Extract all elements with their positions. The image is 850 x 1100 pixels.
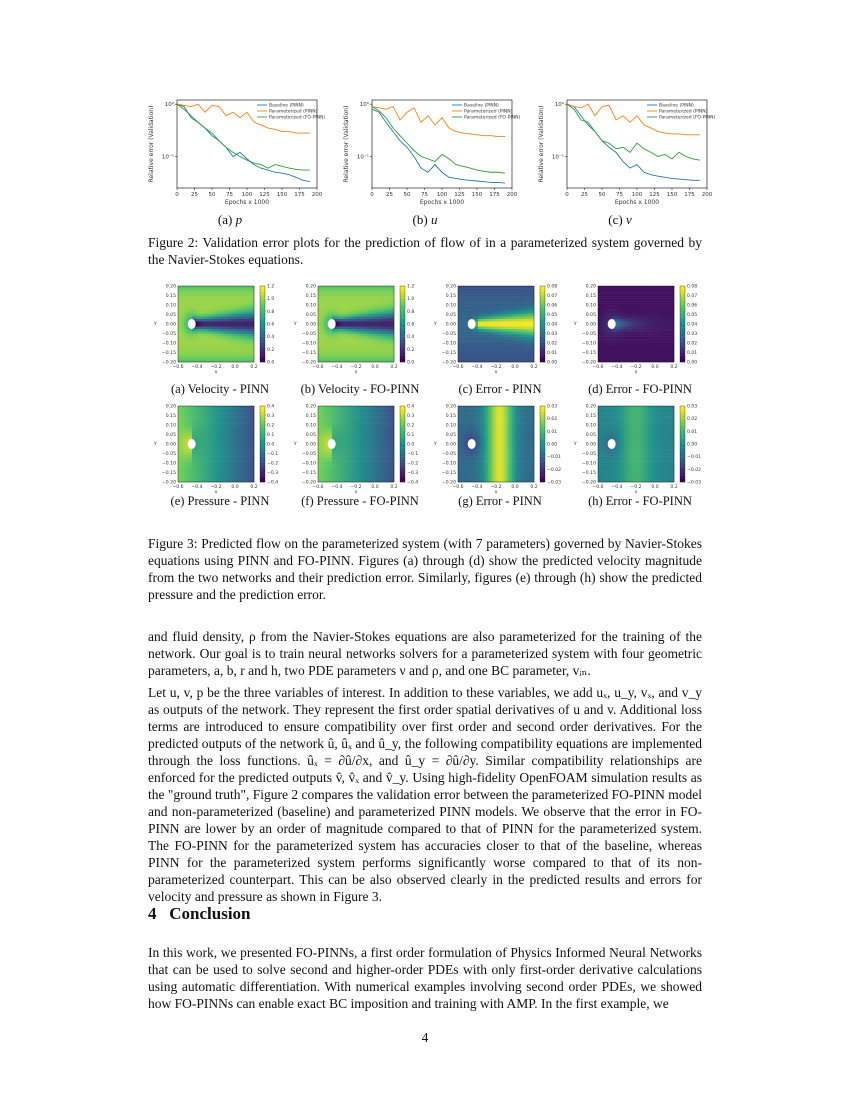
colorbar-tick-label: 0.03	[687, 332, 698, 337]
x-axis-label: x	[494, 370, 498, 375]
x-tick-label: 175	[684, 192, 695, 198]
colorbar-tick-label: 0.06	[687, 303, 698, 309]
y-axis-label: y	[294, 321, 297, 326]
x-axis-label: x	[354, 490, 358, 495]
y-tick-label: 0.00	[585, 322, 596, 328]
colorbar-tick-label: 1.0	[407, 297, 415, 303]
heatmap-error-velocity-pinn	[430, 278, 570, 388]
colorbar-tick-label: −0.02	[687, 467, 702, 473]
x-tick-label: 50	[598, 192, 606, 198]
y-tick-label: −0.10	[161, 341, 176, 347]
y-tick-label: 0.15	[165, 294, 176, 299]
y-tick-label: 0.05	[165, 313, 176, 318]
x-tick-label: 175	[294, 192, 305, 198]
y-tick-label: 0.10	[445, 423, 456, 429]
colorbar-tick-label: −0.2	[267, 461, 279, 467]
legend-entry: Baseline (PINN)	[464, 103, 499, 109]
x-tick-label: 0.0	[371, 485, 379, 490]
colorbar-tick-label: 0.6	[267, 322, 275, 328]
colorbar-tick-label: 0.2	[267, 347, 275, 353]
y-tick-label: 0.10	[165, 423, 176, 429]
colorbar-tick-label: 0.08	[547, 284, 558, 290]
colorbar-tick-label: −0.3	[267, 471, 279, 476]
colorbar-tick-label: 0.4	[407, 404, 415, 410]
y-tick-label: −0.05	[301, 452, 316, 457]
x-tick-label: 0	[565, 192, 569, 198]
colorbar-tick-label: 0.07	[687, 294, 698, 299]
y-tick-label: 0.15	[305, 294, 316, 299]
x-tick-label: 0.0	[231, 485, 239, 490]
colorbar-tick-label: 0.1	[407, 433, 415, 438]
y-tick-label: 0.00	[445, 322, 456, 328]
colorbar-tick-label: 0.4	[267, 335, 275, 341]
cylinder-obstacle	[188, 439, 196, 449]
subcaption-velocity-pinn: (a) Velocity - PINN	[170, 382, 269, 396]
y-axis-label: y	[154, 441, 157, 446]
y-tick-label: −0.20	[441, 360, 456, 366]
colorbar-tick-label: 0.02	[687, 341, 698, 347]
y-tick-label: −0.15	[301, 471, 316, 476]
colorbar-tick-label: −0.02	[547, 467, 562, 473]
x-tick-label: 0.0	[231, 365, 239, 370]
y-tick-label: 10⁰	[554, 102, 564, 109]
x-tick-label: −0.4	[471, 485, 483, 490]
x-tick-label: −0.6	[172, 365, 184, 370]
colorbar-tick-label: 0.05	[687, 313, 698, 318]
y-tick-label: 0.05	[585, 433, 596, 438]
x-axis-label: x	[634, 370, 638, 375]
y-tick-label: −0.05	[581, 452, 596, 457]
colorbar-tick-label: 1.2	[267, 284, 275, 290]
y-tick-label: 10⁻¹	[551, 154, 564, 161]
x-tick-label: 200	[701, 192, 713, 198]
y-tick-label: 0.05	[305, 313, 316, 318]
y-tick-label: −0.15	[581, 351, 596, 356]
x-tick-label: −0.4	[191, 365, 203, 370]
y-tick-label: 10⁰	[164, 102, 174, 109]
colorbar-tick-label: −0.2	[407, 461, 419, 467]
x-tick-label: 75	[226, 192, 233, 198]
x-tick-label: 200	[506, 192, 518, 198]
colorbar-tick-label: 0.02	[687, 417, 698, 423]
colorbar-tick-label: −0.03	[547, 480, 562, 486]
y-tick-label: 0.15	[585, 414, 596, 419]
y-tick-label: 0.00	[445, 442, 456, 448]
x-tick-label: 0.2	[250, 485, 258, 490]
y-tick-label: −0.10	[581, 341, 596, 347]
colorbar-tick-label: 0.2	[407, 423, 415, 429]
figure-2	[135, 88, 715, 228]
x-tick-label: 100	[436, 192, 448, 198]
x-tick-label: −0.6	[592, 485, 604, 490]
x-tick-label: −0.6	[172, 485, 184, 490]
y-tick-label: 0.05	[445, 313, 456, 318]
subcaption-pressure-pinn: (e) Pressure - PINN	[170, 494, 270, 508]
heatmap-error-velocity-fo-pinn	[570, 278, 710, 388]
colorbar-tick-label: 0.6	[407, 322, 415, 328]
y-tick-label: 0.00	[305, 322, 316, 328]
paragraph-1: and fluid density, ρ from the Navier-Stokes equations are also parameterized for the training of the network. Our goal is to train neural networks solvers for a parameterized system with four geometric parameters, a, b, r and h, two PDE parameters ν and ρ, and one BC parameter, vᵢₙ.	[148, 629, 702, 678]
colorbar-tick-label: 1.0	[267, 297, 275, 303]
x-tick-label: 0.2	[670, 485, 678, 490]
x-tick-label: 50	[208, 192, 216, 198]
y-tick-label: 0.05	[445, 433, 456, 438]
x-axis-label: Epochs x 1000	[224, 199, 270, 206]
x-tick-label: −0.6	[452, 485, 464, 490]
y-tick-label: −0.20	[301, 480, 316, 486]
legend-entry: Parameterized (PINN)	[659, 109, 708, 115]
x-tick-label: 125	[259, 192, 270, 198]
x-axis-label: x	[214, 370, 218, 375]
y-tick-label: −0.05	[441, 452, 456, 457]
colorbar-tick-label: −0.1	[267, 452, 279, 457]
subcaption-velocity-fo-pinn: (b) Velocity - FO-PINN	[300, 382, 420, 396]
x-tick-label: 25	[386, 192, 393, 198]
legend-entry: Parameterized (FO-PINN)	[659, 115, 715, 121]
y-tick-label: 0.20	[445, 404, 456, 410]
x-tick-label: −0.4	[611, 365, 623, 370]
y-axis-label: y	[434, 321, 437, 326]
colorbar-tick-label: −0.01	[547, 455, 562, 461]
x-tick-label: 25	[191, 192, 198, 198]
heatmap-error-pressure-pinn	[430, 398, 570, 508]
y-tick-label: 0.20	[305, 284, 316, 290]
colorbar-tick-label: 0.0	[267, 442, 275, 448]
y-tick-label: −0.05	[161, 452, 176, 457]
subcaption-c: (c) v	[608, 212, 632, 227]
cylinder-obstacle	[188, 319, 196, 329]
x-tick-label: 50	[403, 192, 411, 198]
colorbar-tick-label: 0.00	[547, 442, 558, 448]
x-tick-label: −0.2	[490, 485, 502, 490]
colorbar-tick-label: 0.01	[547, 429, 558, 435]
y-tick-label: −0.10	[441, 461, 456, 467]
y-tick-label: 0.10	[585, 423, 596, 429]
x-tick-label: −0.2	[630, 485, 642, 490]
x-axis-label: x	[214, 490, 218, 495]
y-tick-label: 0.00	[305, 442, 316, 448]
y-tick-label: 0.15	[585, 294, 596, 299]
y-axis-label: y	[574, 441, 577, 446]
y-tick-label: 0.20	[165, 404, 176, 410]
y-tick-label: −0.10	[301, 341, 316, 347]
y-tick-label: 0.10	[305, 303, 316, 309]
subcaption-b: (b) u	[412, 212, 438, 227]
x-tick-label: 100	[631, 192, 643, 198]
colorbar-tick-label: 0.1	[267, 433, 275, 438]
x-tick-label: −0.6	[312, 365, 324, 370]
x-tick-label: 75	[421, 192, 428, 198]
colorbar-tick-label: −0.3	[407, 471, 419, 476]
y-tick-label: −0.20	[441, 480, 456, 486]
colorbar-tick-label: 0.01	[547, 351, 558, 356]
x-tick-label: 150	[471, 192, 483, 198]
colorbar-tick-label: 0.0	[407, 360, 415, 366]
x-tick-label: 0.2	[390, 485, 398, 490]
colorbar-tick-label: 1.2	[407, 284, 415, 290]
y-tick-label: 0.05	[585, 313, 596, 318]
colorbar-tick-label: 0.00	[687, 442, 698, 448]
x-tick-label: 0.2	[250, 365, 258, 370]
heatmap-error-pressure-fo-pinn	[570, 398, 710, 508]
heatmap-pressure-fo-pinn	[290, 398, 430, 508]
colorbar-tick-label: 0.01	[687, 429, 698, 435]
y-tick-label: 0.20	[585, 404, 596, 410]
y-tick-label: −0.05	[301, 332, 316, 337]
x-tick-label: −0.2	[210, 485, 222, 490]
legend-entry: Parameterized (FO-PINN)	[269, 115, 325, 121]
cylinder-obstacle	[328, 439, 336, 449]
subcaption-error-p-pinn: (g) Error - PINN	[458, 494, 542, 508]
y-tick-label: 0.20	[165, 284, 176, 290]
colorbar-tick-label: 0.04	[687, 322, 698, 328]
x-tick-label: 0.2	[670, 365, 678, 370]
colorbar-tick-label: 0.3	[407, 414, 415, 419]
colorbar-tick-label: 0.0	[267, 360, 275, 366]
y-axis-label: y	[294, 441, 297, 446]
x-axis-label: Epochs x 1000	[419, 199, 465, 206]
y-tick-label: −0.15	[581, 471, 596, 476]
y-tick-label: 0.10	[305, 423, 316, 429]
colorbar-tick-label: −0.03	[687, 480, 702, 486]
colorbar-tick-label: −0.4	[267, 480, 279, 486]
colorbar-tick-label: 0.04	[547, 322, 558, 328]
cylinder-obstacle	[468, 439, 476, 449]
colorbar-tick-label: 0.8	[407, 309, 415, 315]
colorbar-tick-label: 0.07	[547, 294, 558, 299]
y-tick-label: −0.20	[301, 360, 316, 366]
x-tick-label: −0.4	[471, 365, 483, 370]
validation-plot-p	[135, 88, 325, 210]
subcaption-pressure-fo-pinn: (f) Pressure - FO-PINN	[301, 494, 419, 508]
y-axis-label: Relative error (Validation)	[148, 105, 155, 183]
colorbar-tick-label: 0.02	[547, 417, 558, 423]
x-tick-label: 0.0	[651, 485, 659, 490]
y-tick-label: −0.15	[161, 351, 176, 356]
x-axis-label: x	[494, 490, 498, 495]
x-tick-label: 0	[175, 192, 179, 198]
legend-entry: Baseline (PINN)	[269, 103, 304, 109]
y-tick-label: −0.05	[161, 332, 176, 337]
y-axis-label: Relative error (Validation)	[538, 105, 545, 183]
x-tick-label: 0.2	[530, 485, 538, 490]
x-tick-label: −0.2	[350, 485, 362, 490]
x-tick-label: 125	[649, 192, 660, 198]
x-tick-label: 0.0	[511, 365, 519, 370]
colorbar-tick-label: 0.00	[547, 360, 558, 366]
colorbar-tick-label: 0.2	[267, 423, 275, 429]
colorbar-tick-label: 0.3	[267, 414, 275, 419]
y-axis-label: y	[154, 321, 157, 326]
colorbar-tick-label: 0.05	[547, 313, 558, 318]
subcaption-a: (a) p	[217, 212, 243, 227]
figure-2-caption: Figure 2: Validation error plots for the prediction of flow of in a parameterized system governed by the Navier-Stokes equations.	[148, 235, 702, 267]
x-tick-label: −0.4	[191, 485, 203, 490]
y-tick-label: 0.05	[305, 433, 316, 438]
colorbar-tick-label: 0.03	[547, 404, 558, 410]
x-tick-label: 125	[454, 192, 465, 198]
y-tick-label: 0.15	[445, 414, 456, 419]
x-tick-label: 25	[581, 192, 588, 198]
figure-3-caption: Figure 3: Predicted flow on the parameterized system (with 7 parameters) governed by Navier-Stokes equations using PINN and FO-PINN. Figures (a) through (d) show the predicted velocity magnitude from the two networks and their prediction error. Similarly, figures (e) through (h) show the predicted pressure and the prediction error.	[148, 536, 702, 602]
x-tick-label: 0.0	[651, 365, 659, 370]
y-tick-label: −0.20	[581, 480, 596, 486]
legend-entry: Parameterized (PINN)	[269, 109, 318, 115]
y-tick-label: −0.20	[161, 360, 176, 366]
cylinder-obstacle	[468, 319, 476, 329]
colorbar-tick-label: 0.03	[687, 404, 698, 410]
x-tick-label: 0	[370, 192, 374, 198]
x-tick-label: −0.4	[331, 485, 343, 490]
heatmap-velocity-fo-pinn	[290, 278, 430, 388]
y-tick-label: −0.05	[581, 332, 596, 337]
validation-plot-u	[330, 88, 520, 210]
colorbar-tick-label: 0.08	[687, 284, 698, 290]
x-tick-label: −0.2	[350, 365, 362, 370]
colorbar-tick-label: −0.1	[407, 452, 419, 457]
colorbar-tick-label: −0.4	[407, 480, 419, 486]
subcaption-error-pinn: (c) Error - PINN	[458, 382, 542, 396]
x-axis-label: x	[354, 370, 358, 375]
y-tick-label: −0.05	[441, 332, 456, 337]
x-tick-label: −0.6	[592, 365, 604, 370]
colorbar-tick-label: −0.01	[687, 455, 702, 461]
x-tick-label: 0.0	[511, 485, 519, 490]
y-tick-label: 0.15	[165, 414, 176, 419]
y-tick-label: 0.15	[445, 294, 456, 299]
x-tick-label: −0.2	[490, 365, 502, 370]
colorbar-tick-label: 0.01	[687, 351, 698, 356]
cylinder-obstacle	[608, 319, 616, 329]
y-tick-label: 0.20	[445, 284, 456, 290]
subcaption-error-fo-pinn: (d) Error - FO-PINN	[588, 382, 692, 396]
y-tick-label: −0.20	[581, 360, 596, 366]
y-tick-label: −0.15	[161, 471, 176, 476]
y-tick-label: 0.20	[305, 404, 316, 410]
y-tick-label: 10⁰	[359, 102, 369, 109]
y-tick-label: 0.05	[165, 433, 176, 438]
x-tick-label: −0.6	[312, 485, 324, 490]
colorbar-tick-label: 0.4	[267, 404, 275, 410]
x-tick-label: −0.4	[331, 365, 343, 370]
paragraph-3: In this work, we presented FO-PINNs, a first order formulation of Physics Informed Neural Networks that can be used to solve second and higher-order PDEs with only first-order derivative calculations using automatic differentiation. With numerical examples involving second order PDEs, we showed how FO-PINNs can enable exact BC imposition and training with AMP. In the first example, we	[148, 945, 702, 1011]
legend-entry: Parameterized (FO-PINN)	[464, 115, 520, 121]
y-tick-label: 0.20	[585, 284, 596, 290]
x-tick-label: 0.2	[530, 365, 538, 370]
x-tick-label: −0.6	[452, 365, 464, 370]
x-tick-label: 150	[666, 192, 678, 198]
y-tick-label: 0.10	[445, 303, 456, 309]
y-tick-label: 0.15	[305, 414, 316, 419]
y-tick-label: −0.20	[161, 480, 176, 486]
cylinder-obstacle	[328, 319, 336, 329]
y-tick-label: −0.15	[441, 351, 456, 356]
subcaption-error-p-fo-pinn: (h) Error - FO-PINN	[588, 494, 692, 508]
x-tick-label: 100	[241, 192, 253, 198]
y-tick-label: 10⁻¹	[356, 154, 369, 161]
heatmap-pressure-pinn	[150, 398, 290, 508]
colorbar-tick-label: 0.00	[687, 360, 698, 366]
y-axis-label: y	[434, 441, 437, 446]
x-axis-label: x	[634, 490, 638, 495]
y-tick-label: 0.00	[165, 322, 176, 328]
colorbar-tick-label: 0.02	[547, 341, 558, 347]
paragraph-2: Let u, v, p be the three variables of interest. In addition to these variables, we add uₓ, u_y, vₓ, and v_y as outputs of the network. They represent the first order spatial derivatives of u and v. Additional loss terms are introduced to ensure compatibility over first order and second order derivatives. For the predicted outputs of the network û, ûₓ and û_y, the following compatibility equations are implemented through the loss functions. ûₓ = ∂û/∂x, and û_y = ∂û/∂y. Similar compatibility relationships are enforced for the predicted outputs v̂, v̂ₓ and v̂_y. Using high-fidelity OpenFOAM simulation results as the "ground truth", Figure 2 compares the validation error between the parameterized FO-PINN model and non-parameterized (baseline) and parameterized PINN models. We observe that the error in FO-PINN are lower by an order of magnitude compared to that of PINN for the parameterized system. The FO-PINN for the parameterized system has accuracies closer to that of the baseline, whereas PINN for the parameterized system performs significantly worse compared to that of its non-parameterized counterpart. This can be also observed clearly in the predicted results and errors for velocity and pressure as shown in Figure 3.	[148, 685, 702, 904]
legend-entry: Baseline (PINN)	[659, 103, 694, 109]
y-tick-label: 0.10	[585, 303, 596, 309]
y-tick-label: −0.15	[301, 351, 316, 356]
x-tick-label: 150	[276, 192, 288, 198]
cylinder-obstacle	[608, 439, 616, 449]
y-tick-label: −0.10	[161, 461, 176, 467]
y-tick-label: −0.10	[301, 461, 316, 467]
x-tick-label: −0.4	[611, 485, 623, 490]
y-tick-label: 0.00	[165, 442, 176, 448]
colorbar-tick-label: 0.06	[547, 303, 558, 309]
page-number: 4	[421, 1030, 429, 1045]
y-axis-label: y	[574, 321, 577, 326]
x-tick-label: 0.0	[371, 365, 379, 370]
x-tick-label: −0.2	[210, 365, 222, 370]
heatmap-velocity-pinn	[150, 278, 290, 388]
colorbar-tick-label: 0.0	[407, 442, 415, 448]
x-tick-label: 75	[616, 192, 623, 198]
colorbar-tick-label: 0.8	[267, 309, 275, 315]
validation-plot-v	[525, 88, 715, 210]
colorbar-tick-label: 0.03	[547, 332, 558, 337]
y-tick-label: −0.10	[581, 461, 596, 467]
legend-entry: Parameterized (PINN)	[464, 109, 513, 115]
y-tick-label: 10⁻¹	[161, 154, 174, 161]
y-axis-label: Relative error (Validation)	[343, 105, 350, 183]
section-heading: 4 Conclusion	[148, 904, 251, 923]
y-tick-label: −0.10	[441, 341, 456, 347]
x-axis-label: Epochs x 1000	[614, 199, 660, 206]
x-tick-label: 0.2	[390, 365, 398, 370]
colorbar-tick-label: 0.2	[407, 347, 415, 353]
y-tick-label: 0.10	[165, 303, 176, 309]
x-tick-label: 175	[489, 192, 500, 198]
y-tick-label: −0.15	[441, 471, 456, 476]
colorbar-tick-label: 0.4	[407, 335, 415, 341]
x-tick-label: −0.2	[630, 365, 642, 370]
x-tick-label: 200	[311, 192, 323, 198]
y-tick-label: 0.00	[585, 442, 596, 448]
